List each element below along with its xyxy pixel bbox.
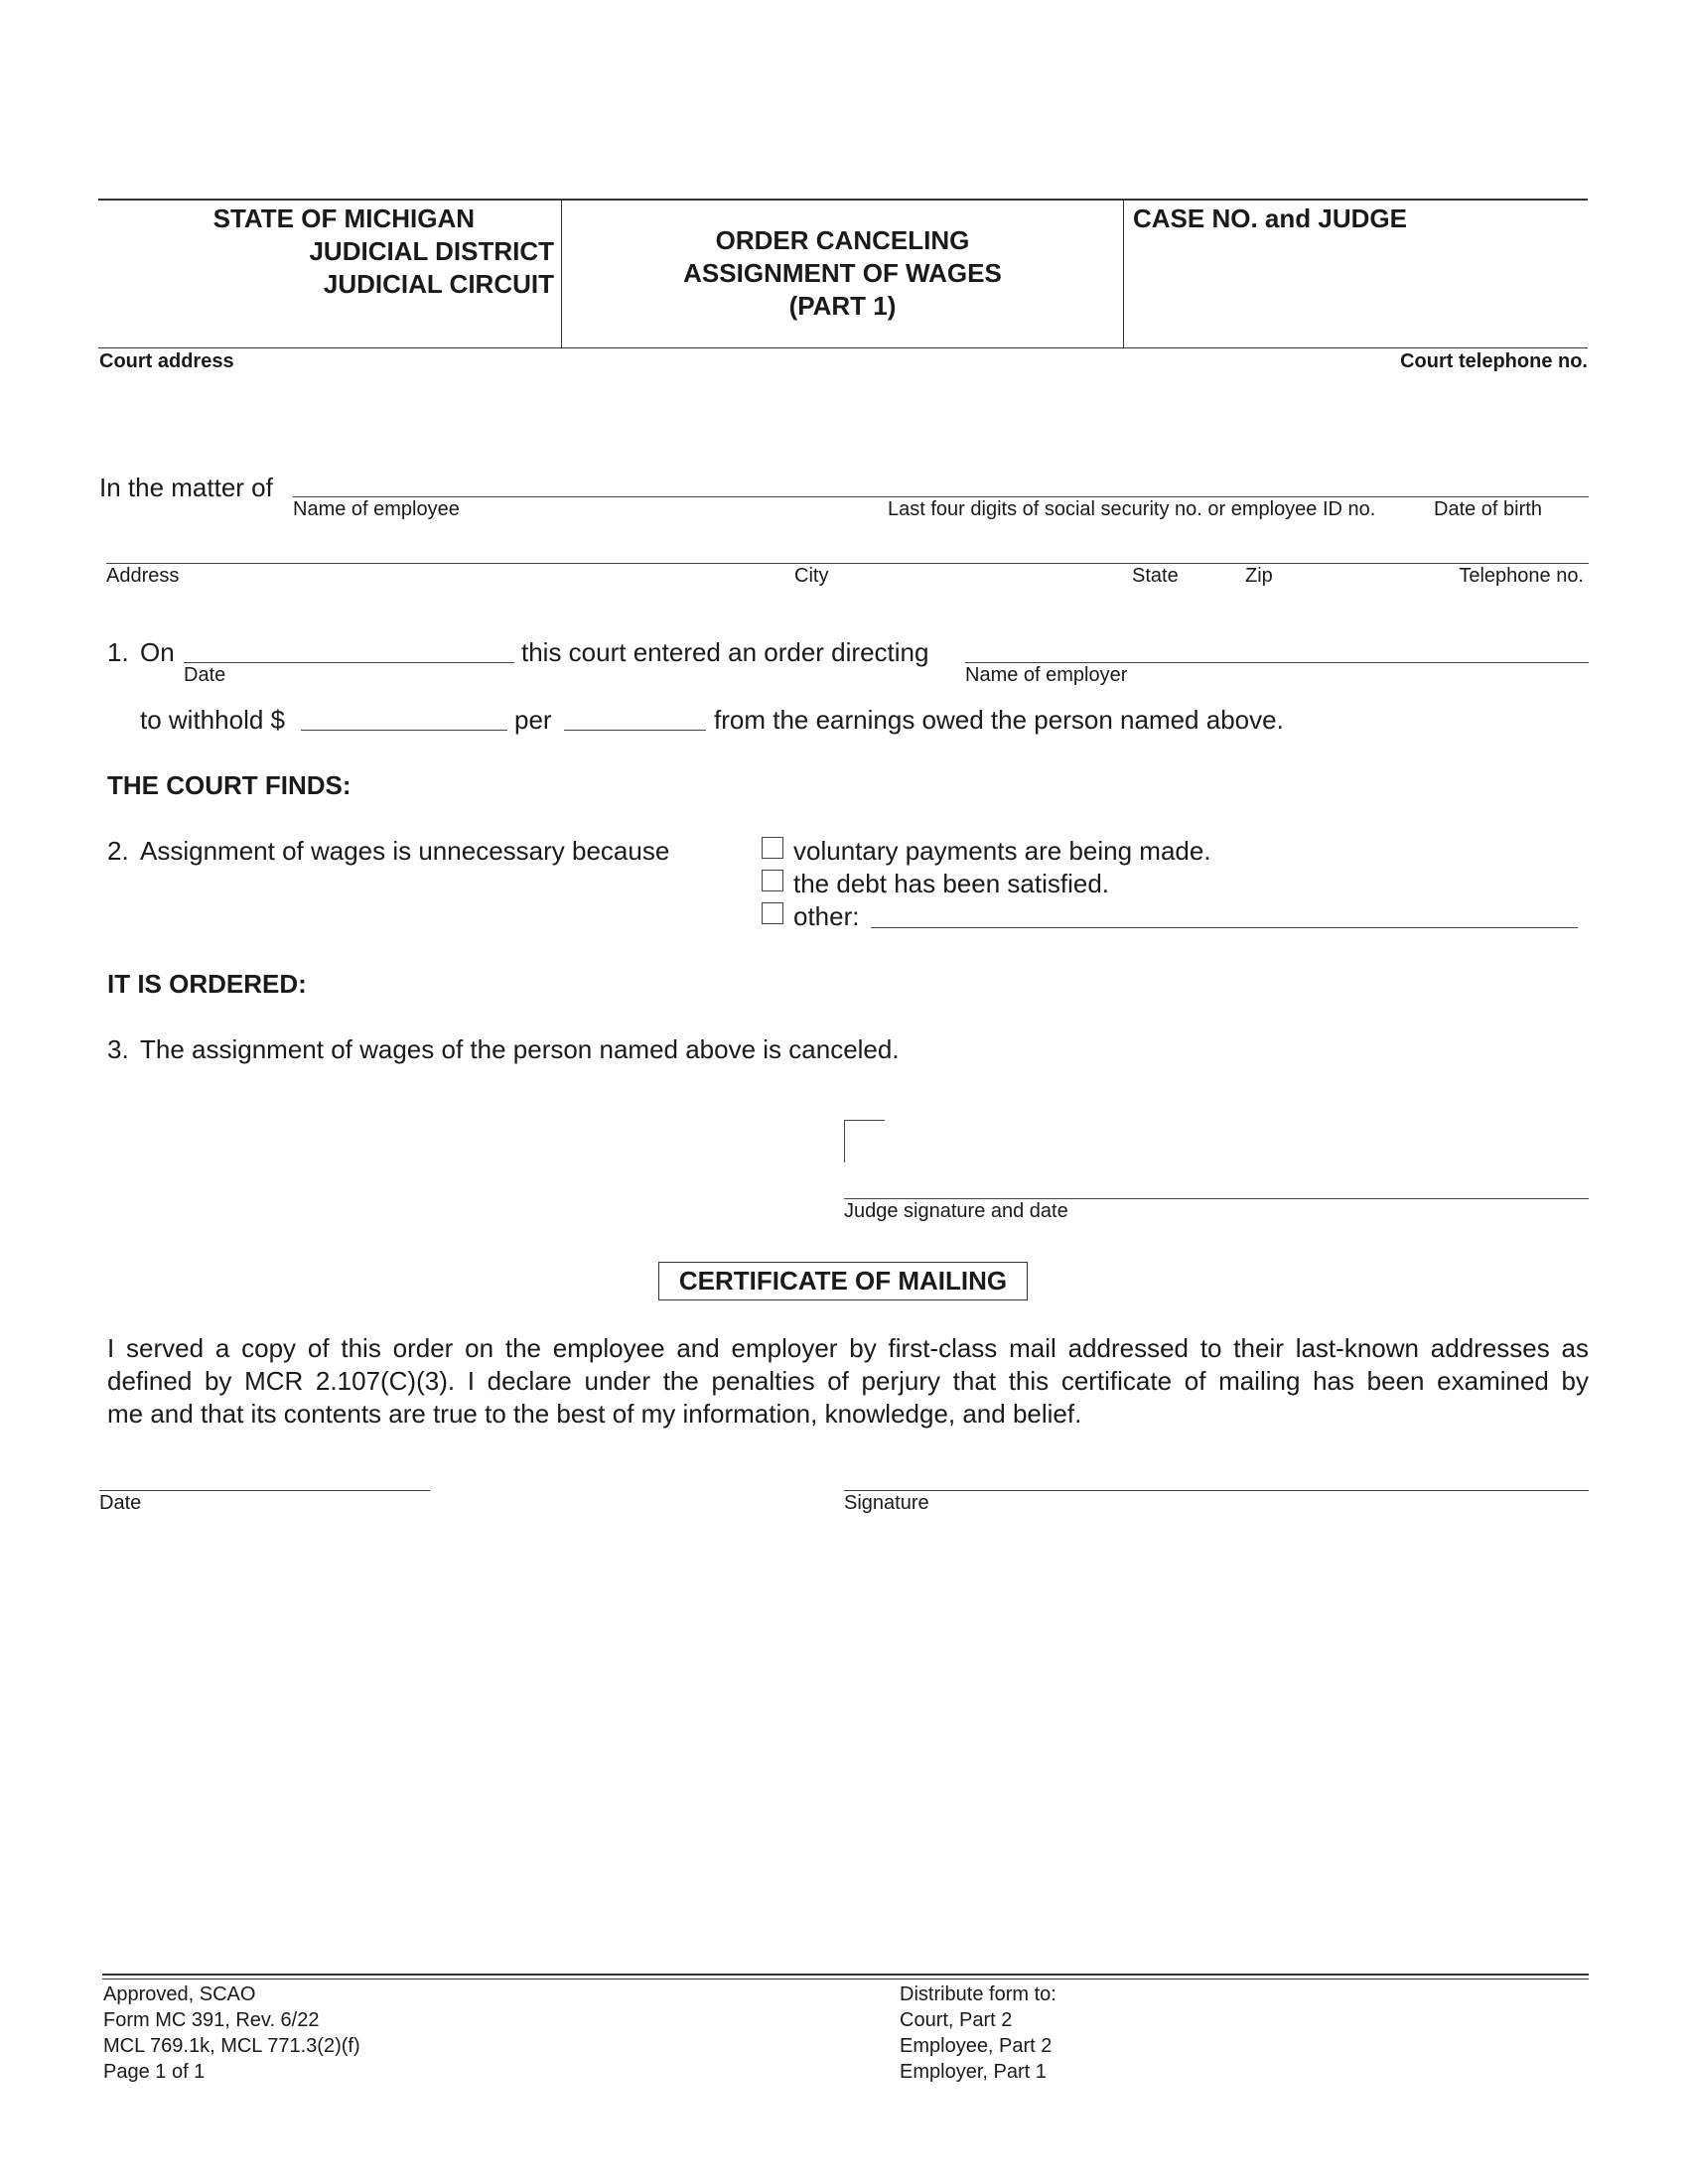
item-2-number: 2.: [107, 836, 129, 866]
footer-form-number: Form MC 391, Rev. 6/22: [103, 2009, 320, 2031]
other-reason-checkbox[interactable]: [762, 902, 783, 924]
employer-name-field[interactable]: [965, 662, 1589, 663]
voluntary-payments-label: voluntary payments are being made.: [793, 836, 1211, 866]
debt-satisfied-checkbox[interactable]: [762, 870, 783, 891]
header-top-rule: [98, 199, 1588, 201]
form-title-line-2: ASSIGNMENT OF WAGES: [683, 258, 1002, 288]
signature-corner-mark: [844, 1120, 885, 1162]
court-line-state: STATE OF MICHIGAN: [212, 204, 475, 233]
ordered-heading: IT IS ORDERED:: [107, 969, 307, 999]
footer-distribute-employee: Employee, Part 2: [900, 2035, 1053, 2057]
mailing-date-field[interactable]: [99, 1490, 430, 1491]
court-address-label: Court address: [99, 350, 234, 372]
other-reason-label: other:: [793, 901, 860, 931]
case-number-judge-label: CASE NO. and JUDGE: [1133, 204, 1407, 233]
court-name-block: [109, 203, 554, 301]
certificate-line-3: me and that its contents are true to the best of my information, knowledge, and belief.: [107, 1399, 1082, 1429]
matter-prefix: In the matter of: [99, 473, 273, 502]
earnings-text: from the earnings owed the person named above.: [714, 705, 1284, 735]
ssn-label: Last four digits of social security no. or employee ID no.: [888, 498, 1376, 520]
mailing-signature-field[interactable]: [844, 1490, 1589, 1491]
certificate-line-2: defined by MCR 2.107(C)(3). I declare under the penalties of perjury that this certificate of mailing has been examined by: [107, 1366, 1589, 1396]
item-1-on: On: [140, 637, 175, 667]
court-line-circuit: JUDICIAL CIRCUIT: [323, 269, 554, 299]
voluntary-payments-checkbox[interactable]: [762, 837, 783, 859]
item-1-middle-text: this court entered an order directing: [521, 637, 929, 667]
debt-satisfied-label: the debt has been satisfied.: [793, 869, 1110, 898]
zip-label: Zip: [1245, 565, 1273, 587]
employer-name-label: Name of employer: [965, 664, 1128, 686]
footer-left: [103, 1981, 360, 2085]
judge-signature-field[interactable]: [844, 1198, 1589, 1199]
item-3-number: 3.: [107, 1034, 129, 1064]
item-3-text: The assignment of wages of the person named above is canceled.: [140, 1034, 900, 1064]
city-label: City: [794, 565, 829, 587]
employee-address-field[interactable]: [106, 563, 1589, 564]
form-title: [562, 224, 1123, 323]
employee-name-field[interactable]: [293, 496, 1589, 497]
court-telephone-label: Court telephone no.: [1400, 350, 1588, 372]
footer-distribute-heading: Distribute form to:: [900, 1983, 1056, 2005]
employee-name-label: Name of employee: [293, 498, 460, 520]
judge-signature-label: Judge signature and date: [844, 1200, 1068, 1222]
footer-statutes: MCL 769.1k, MCL 771.3(2)(f): [103, 2035, 360, 2057]
form-title-line-3: (PART 1): [788, 291, 897, 321]
item-2-text: Assignment of wages is unnecessary because: [140, 836, 670, 866]
certificate-title: [658, 1262, 1028, 1300]
withhold-amount-field[interactable]: [301, 730, 507, 731]
certificate-line-1: I served a copy of this order on the employee and employer by first-class mail addressed to their last-known addresses as: [107, 1333, 1589, 1363]
order-date-label: Date: [184, 664, 226, 686]
state-label: State: [1132, 565, 1179, 587]
header-divider-right: [1123, 199, 1124, 347]
footer-right: [900, 1981, 1056, 2085]
footer-distribute-court: Court, Part 2: [900, 2009, 1013, 2031]
withhold-period-field[interactable]: [564, 730, 706, 731]
mailing-date-label: Date: [99, 1492, 142, 1514]
case-number-field[interactable]: [1132, 238, 1584, 342]
date-of-birth-label: Date of birth: [1434, 498, 1542, 520]
other-reason-field[interactable]: [871, 927, 1578, 928]
certificate-paragraph: [107, 1332, 1589, 1431]
footer-page: Page 1 of 1: [103, 2061, 206, 2083]
withhold-text: to withhold $: [140, 705, 285, 735]
certificate-title-text: CERTIFICATE OF MAILING: [678, 1266, 1008, 1296]
mailing-signature-label: Signature: [844, 1492, 929, 1514]
footer-approved: Approved, SCAO: [103, 1983, 256, 2005]
telephone-label: Telephone no.: [1459, 565, 1584, 587]
court-finds-heading: THE COURT FINDS:: [107, 770, 352, 800]
court-line-district: JUDICIAL DISTRICT: [309, 236, 554, 266]
header-bottom-rule: [98, 347, 1588, 348]
footer-distribute-employer: Employer, Part 1: [900, 2061, 1047, 2083]
address-label: Address: [106, 565, 180, 587]
item-1-number: 1.: [107, 637, 129, 667]
order-date-field[interactable]: [184, 662, 514, 663]
form-title-line-1: ORDER CANCELING: [715, 225, 970, 255]
per-text: per: [514, 705, 552, 735]
footer-rule-top: [102, 1974, 1589, 1976]
